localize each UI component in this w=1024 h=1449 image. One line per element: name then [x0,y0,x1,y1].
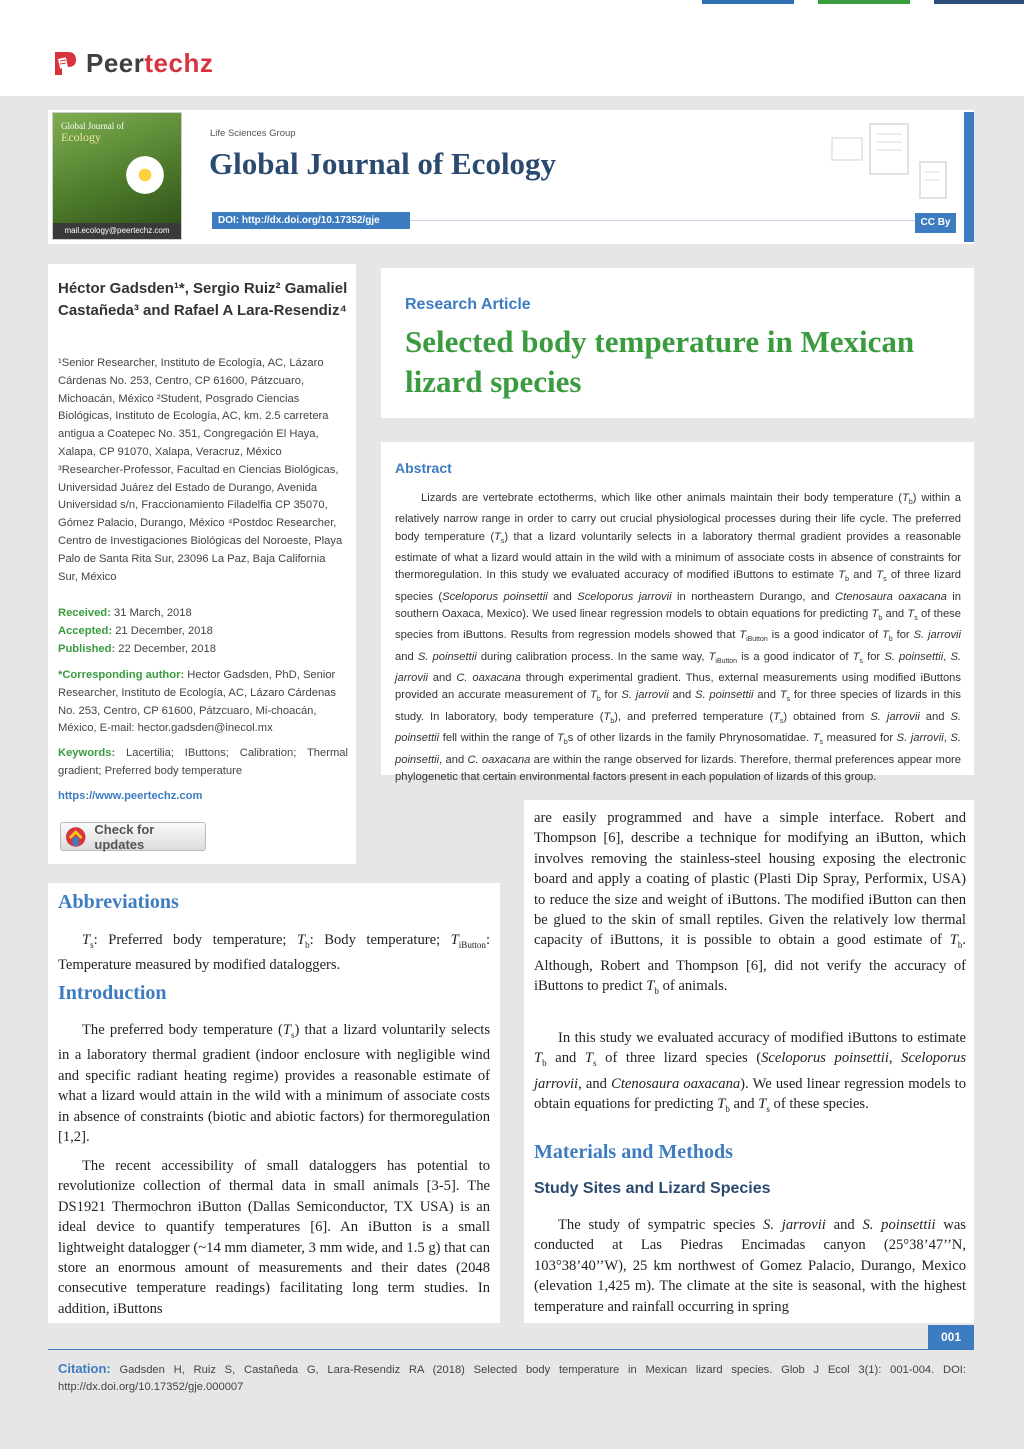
cover-email: mail.ecology@peertechz.com [53,223,181,239]
abstract-heading: Abstract [395,460,452,476]
document-decoration-icon [830,118,950,208]
cover-title: Global Journal of Ecology [61,121,124,145]
citation [58,1361,966,1395]
abstract-text: Lizards are vertebrate ectotherms, which like other animals maintain their body temperature $(T_b)$ within a relatively narrow range in order to carry out crucial physiological processes during their life cycle. The preferred body temperature $(T_s)$ that a lizard voluntarily selects in a laboratory thermal gradient provides a reasonable estimate of what a lizard would attain in the wild with a minimum of associate costs in absence of constraints for thermoregulation. In this study we evaluated accuracy of modified iButtons to estimate $T_b$ and $T_s$ of three lizard species (Sceloporus poinsettii and Sceloporus jarrovii in northeastern Durango, and Ctenosaura oaxacana in southern Oaxaca, Mexico). We used linear regression models to obtain equations for predicting $T_b$ and $T_s$ of these species from iButtons. Results from regression models showed that $T_{iButton}$ is a good indicator of $T_b$ for S. jarrovii and S. poinsettii during calibration process. In the same way, $T_{iButton}$ is a good indicator of $T_s$ for S. poinsettii, S. jarrovii and C. oaxacana through experimental gradient. Thus, external measurements using modified iButtons provided an accurate measurement of $T_b$ for S. jarrovii and S. poinsettii and $T_s$ for three species of lizards in this study. In laboratory, body temperature $(T_b)$, and preferred temperature $(T_s)$ obtained from S. jarrovii and S. poinsettii fell within the range of $T_bs$ of other lizards in the family Phrynosomatidae. $T_s$ measured for S. jarrovii, S. poinsettii, and C. oaxacana are within the range observed for lizards. Therefore, thermal preferences appear more phylogenetic that certain environmental factors present in each population of lizards of this group. [395,492,962,783]
cover-flower-graphic [123,153,167,197]
publisher-group: Life Sciences Group [210,128,296,139]
intro-paragraph-2: The recent accessibility of small dataloggers has potential to revolutionize collection of thermal data in small animals [3-5]. The DS1921 Thermochron iButton (Dallas Semiconductor, TX USA) is an ideal device to quantify temperatures [6]. An iButton is a small lightweight datalogger (~14 mm diameter, 3 mm wide, and 1.5 g) that can store an enormous amount of measurements and their dates (2048 consecutive temperature readings) facilitating long term studies. In addition, iButtons [58,1158,490,1317]
received-date: 31 March, 2018 [113,607,192,619]
intro-paragraph-3: In this study we evaluated accuracy of modified iButtons to estimate $T_b$ and $T_s$ of three lizard species (Sceloporus poinsettii, Sceloporus jarrovii, and Ctenosaura oaxacana). We used linear regression models to obtain equations for predicting $T_b$ and $T_s$ of these species. [534,1030,966,1115]
accepted-date: 21 December, 2018 [115,624,213,637]
corresponding-author: *Corresponding author: Hector Gadsden, PhD, Senior Researcher, Instituto de Ecología, AC, Lázaro Cárdenas No. 253, Centro, CP 61600, Pátzcuaro, Mi-choacán, México, E-mail: hector.gadsden@inecol.mx [58,669,336,735]
publisher-url-link[interactable]: https://www.peertechz.com [58,790,203,802]
peertechz-logo[interactable] [50,46,213,80]
header-accent-bar [964,112,974,242]
page-number: 001 [928,1325,974,1349]
header-divider [410,220,915,221]
logo-wordmark: Peertechz [86,47,214,78]
peertechz-logo-icon [50,48,80,78]
article-title: Selected body temperature in Mexican lizard species [405,324,915,399]
introduction-heading: Introduction [58,982,167,1004]
article-type: Research Article [405,296,531,313]
abbreviations-heading: Abbreviations [58,891,179,913]
intro-paragraph-2-cont: are easily programmed and have a simple interface. Robert and Thompson [6], describe a technique for modifying an iButton, which involves removing the stainless-steel housing exposing the electronic board and apply a coating of plastic (Plasti Dip Spray, Performix, USA) to reduce the size and weight of iButtons. The modified iButton can then be glued to the skin of small reptiles. Given the relatively low thermal capacity of iButtons, it is possible to obtain a good estimate of $T_b$. Although, Robert and Thompson [6], did not verify the accuracy of iButtons to predict $T_b$ of animals. [534,810,966,997]
top-tab-blue[interactable] [702,0,794,4]
article-dates [58,605,348,658]
received-label: Received: [58,607,111,619]
intro-paragraph-1: The preferred body temperature $(T_s)$ that a lizard voluntarily selects in a laboratory thermal gradient (indoor enclosure with negligible wind and specific radiant heating regime) provides a reasonable estimate of what a lizard would attain in the wild with a minimum of associate costs in absence of constraints (biotic and abiotic factors) for thermoregulation [1,2]. [58,1022,491,1145]
affiliations: ¹Senior Researcher, Instituto de Ecología, AC, Lázaro Cárdenas No. 253, Centro, CP 61600, Pátzcuaro, Michoacán, México ²Student, Posgrado Ciencias Biológicas, Instituto de Ecología, AC, km. 2.5 carretera antigua a Coatepec No. 351, Congregación El Haya, Xalapa, CP 91070, Xalapa, Veracruz, México ³Researcher-Professor, Facultad en Ciencias Biológicas, Universidad Juárez del Estado de Durango, Avenida Universidad s/n, Fraccionamiento Filadelfia CP 35070, Gómez Palacio, Durango, México ⁴Postdoc Researcher, Centro de Investigaciones Biológicas del Noroeste, Playa Palo de Santa Rita Sur, 23096 La Paz, Baja California Sur, México [58,357,343,583]
journal-cover-image [52,112,182,240]
author-list: Héctor Gadsden¹*, Sergio Ruiz² Gamaliel Castañeda³ and Rafael A Lara-Resendiz⁴ [58,280,348,319]
published-label: Published: [58,642,116,655]
abbreviations-text: $T_s$: Preferred body temperature; $T_b$: Body temperature; $T_{iButton}$: Temperature measured by modified dataloggers. [58,932,490,974]
journal-doi-link[interactable]: DOI: http://dx.doi.org/10.17352/gje [212,212,410,229]
check-for-updates-button[interactable] [60,822,206,851]
check-for-updates-label: Check for updates [94,821,155,852]
top-tab-green[interactable] [818,0,910,4]
published-date: 22 December, 2018 [118,642,216,655]
materials-methods-heading: Materials and Methods [534,1141,733,1163]
methods-paragraph-1: The study of sympatric species S. jarrovii and S. poinsettii was conducted at Las Piedras Encimadas canyon (25°38’47’’N, 103°38’40’’W), 25 km northwest of Gomez Palacio, Durango, Mexico (elevation 1,425 m). The climate at the site is seasonal, with the highest temperature and rainfall occurring in spring [534,1217,966,1315]
top-tab-navy[interactable] [934,0,1024,4]
study-sites-heading: Study Sites and Lizard Species [534,1180,771,1197]
keywords: Keywords: Lacertilia; IButtons; Calibration; Thermal gradient; Preferred body temperature [58,747,349,777]
citation-text: Gadsden H, Ruiz S, Castañeda G, Lara-Resendiz RA (2018) Selected body temperature in Mexican lizard species. Glob J Ecol 3(1): 001-004. DOI: http://dx.doi.org/10.17352/gje.000007 [58,1364,967,1393]
accepted-label: Accepted: [58,624,113,637]
citation-label: Citation: [58,1361,111,1376]
crossmark-icon [65,826,88,848]
footer-divider [48,1349,974,1350]
journal-title: Global Journal of Ecology [209,146,557,181]
license-badge[interactable]: CC By [915,213,956,233]
